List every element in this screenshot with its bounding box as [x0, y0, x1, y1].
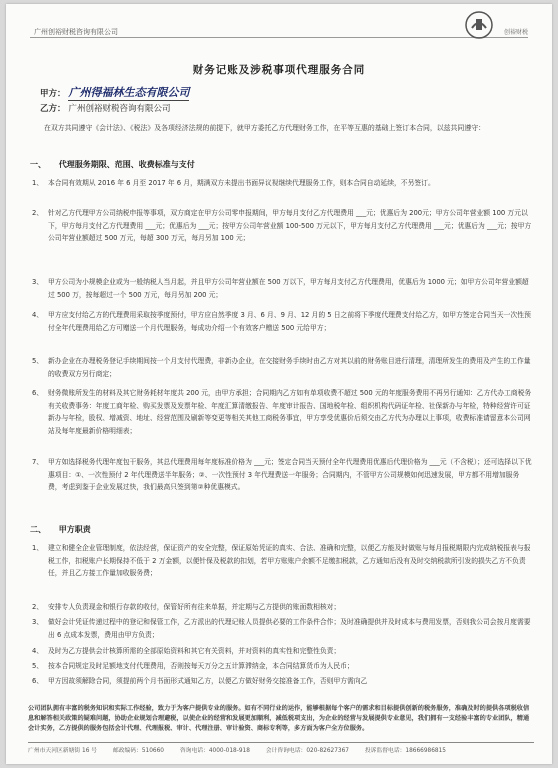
s1-item-1-text: 本合同有效期从 2016 年 6 月至 2017 年 6 月，期满双方未提出书面异议视继续代理服务工作，则本合同自动延续，不另签订。 [48, 179, 435, 187]
s2-item-6-text: 甲方因故须解除合同，须提前两个月书面形式通知乙方，以便乙方做好财务交接准备工作，否则甲方需向乙 [48, 677, 368, 685]
s2-item-1 [32, 542, 532, 580]
footer-fax: 会计咨询电话：020-82627367 [265, 748, 349, 754]
party-a-label: 甲方： [40, 89, 66, 99]
s2-item-3-text: 做好会计凭证传递过程中的登记和保管工作，乙方派出的代理记账人员提供必要的工作条件合作；及时准确提供并及时成本与费用发票，否则我公司会按月度需要出 6 点成本发票，费用由甲方负责； [48, 618, 531, 639]
s1-item-2-num: 2、 [32, 209, 44, 217]
contract-intro: 在双方共同遵守《会计法》、《税法》及各项经济法规的前提下，就甲方委托乙方代理财务工作，在平等互惠的基础上签订本合同，以兹共同遵守： [44, 124, 485, 132]
section-1-title [30, 159, 195, 170]
party-a-name: 广州得福林生态有限公司 [68, 86, 190, 99]
s1-item-4-num: 4、 [32, 311, 44, 319]
party-b-name: 广州创裕财税咨询有限公司 [68, 104, 171, 114]
s2-item-3-num: 3、 [32, 618, 44, 626]
party-b-label: 乙方： [40, 104, 66, 114]
section-2-heading: 甲方职责 [58, 525, 91, 534]
s1-item-5 [32, 355, 532, 380]
s2-item-3 [32, 616, 532, 641]
footer-service-tel: 咨询电话：4000-018-918 [179, 748, 250, 754]
s2-item-5 [32, 660, 532, 673]
s2-item-2-text: 安排专人负责现金和银行存款的收付，保管好所有往来单据，并定期与乙方提供的账面数相核对； [48, 603, 341, 611]
header-company: 广州创裕财税咨询有限公司 [34, 28, 118, 36]
footer-mobile: 投诉监督电话：18666986815 [364, 748, 446, 754]
s1-item-1-num: 1、 [32, 179, 44, 187]
contract-title: 财务记账及涉税事项代理服务合同 [192, 64, 366, 76]
s1-item-2-text: 针对乙方代理甲方公司纳税申报等事项，双方商定在甲方公司零申报期间，甲方每月支付乙方代理费用 ___元；优惠后为 200元；甲方公司年营业额 100 万元以下，甲方每月支付乙方代理费用 ___元；优惠后为 ___元；按甲方公司年营业额 100-500 万元以下，甲方每月支付乙方代理费用 ___元；优惠后为 ___元；按甲方公司年营业额超过 500 万元，每超 300 万元，每月另加 100 元； [48, 209, 532, 242]
s1-item-7-text: 甲方如选择税务代理年度包干服务，其总代理费用每年度标准价格为 ___元；签定合同当天预付全年代理费用优惠后代理价格为 ___元（不含税）；还可选择以下优惠项目：①、一次性预付 2 年代理费送半年服务；②、一次性预付 3 年代理费送一年服务；合同期内，不管甲方公司规模如何迅速发展，甲方都不用增加服务费，考虑到鉴于企业发展过快，我们最高只签到第②种优惠模式。 [48, 458, 532, 491]
s2-item-4-text: 及时为乙方提供会计核算所需的全部原始资料和其它有关资料，并对资料的真实性和完整性负责； [48, 647, 341, 655]
s1-item-1 [32, 177, 532, 190]
section-2-num: 二、 [30, 525, 46, 534]
header-divider [30, 37, 528, 38]
s2-item-6 [32, 675, 532, 688]
s2-item-6-num: 6、 [32, 677, 44, 685]
s2-item-4 [32, 645, 532, 658]
s1-item-5-num: 5、 [32, 357, 44, 365]
footer-note: 公司团队拥有丰富的税务知识和实际工作经验，致力于为客户提供专业的服务。如有不同行业的运作，能够根据每个客户的需求和目标提供创新的税务服务，准确及时的提供各项税收信息和解答相关政策的疑难问题，协助企业规划合理避税，以使企业的经营和发展更加顺利，减低税项支出，为企业的经营与发展提供专业意见，我们拥有一支经验丰富的专业团队，精通会计实务，乙方提供的服务包括会计代理、代理报税、审计、代理注册、审计验资、商标专利等，多方面为客户全方位服务。 [28, 705, 530, 732]
s2-item-5-text: 按本合同规定及时足额地支付代理费用，否则按每天万分之五计算滞纳金，本合同结算货币为人民币； [48, 662, 354, 670]
s1-item-3-num: 3、 [32, 278, 44, 286]
section-2-title [30, 524, 91, 535]
s2-item-1-num: 1、 [32, 544, 44, 552]
s2-item-1-text: 建立和健全企业管理制度，依法经营，保证资产的安全完整，保证原始凭证的真实、合法、准确和完整，以便乙方能及时做账与每月报税期限内完成纳税报表与报税工作，扣税账户长期保持不低于 2 万金额，以便针保及税款的扣划，若甲方账账户余额不足缴扣税款，乙方通知后没有及时交纳税款所引发的损失乙方不负责任，并且乙方接工作量加收服务费； [48, 544, 531, 577]
s1-item-7 [32, 456, 532, 494]
s1-item-7-num: 7、 [32, 458, 44, 466]
s1-item-6 [32, 387, 532, 437]
footer-contact [28, 745, 534, 754]
s2-item-2-num: 2、 [32, 603, 44, 611]
s2-item-5-num: 5、 [32, 662, 44, 670]
s1-item-5-text: 新办企业在办理税务登记手续期间按一个月支付代理费，非新办企业，在交接财务手续时由乙方对其以前的财务账目进行清理，清理所发生的费用及产生的工作量的收费双方另行商定； [48, 357, 531, 378]
s1-item-3-text: 甲方公司为小规模企业或为一般纳税人当月起，并且甲方公司年营业额在 500 万以下，甲方每月支付乙方代理费用，优惠后为 1000 元；如甲方公司年营业额超过 500 万，按每超过一个 500 万元，每月另加 200 元； [48, 278, 529, 299]
s1-item-2 [32, 207, 532, 245]
s1-item-3 [32, 276, 532, 301]
s1-item-6-text: 财务微账所发生的材料及其它财务耗材年度共 200 元，由甲方承担；合同期内乙方如有单项收费不超过 500 元的年度服务费用不再另行通知：乙方代办工商税务有关收费事务：年度工商年检、购买发票及发票年检、年度汇算清缴报告、年度审计报告、国地税年检、组织机构代码证年检、社保新办与年检，特种经营许可证新办与年检，股权、增减资、地址、经营范围及刷新等变更等相关其他工商税务事宜，甲方享受优惠价后须交由乙方代为办理以上事项，收费标准请留意本公司网站及每年度最新价格明细表； [48, 389, 532, 435]
s1-item-4 [32, 309, 532, 334]
s1-item-6-num: 6、 [32, 389, 44, 397]
s2-item-2 [32, 601, 532, 614]
company-logo-icon [464, 10, 494, 40]
footer-address: 广州市天河区新塘街 16 号 [28, 748, 99, 754]
contract-page [6, 4, 552, 764]
footer-divider [28, 742, 534, 743]
logo-text: 创裕财税 [503, 29, 528, 36]
party-b [40, 102, 171, 114]
section-1-num: 一、 [30, 160, 46, 169]
s2-item-4-num: 4、 [32, 647, 44, 655]
s1-item-4-text: 甲方应支付给乙方的代理费用采取按季度预付，甲方应自然季度 3 月、6 月、9 月、12 月的 5 日之前将下季度代理费支付给乙方，如甲方签定合同当天一次性预付全年代理费用给乙方可赠送一个月代理服务，每成功介绍一个有效客户赠送 500 元给甲方； [48, 311, 531, 332]
party-a [40, 84, 189, 101]
section-1-heading: 代理服务期限、范围、收费标准与支付 [58, 160, 195, 169]
footer-postal: 邮政编码：510660 [112, 748, 164, 754]
